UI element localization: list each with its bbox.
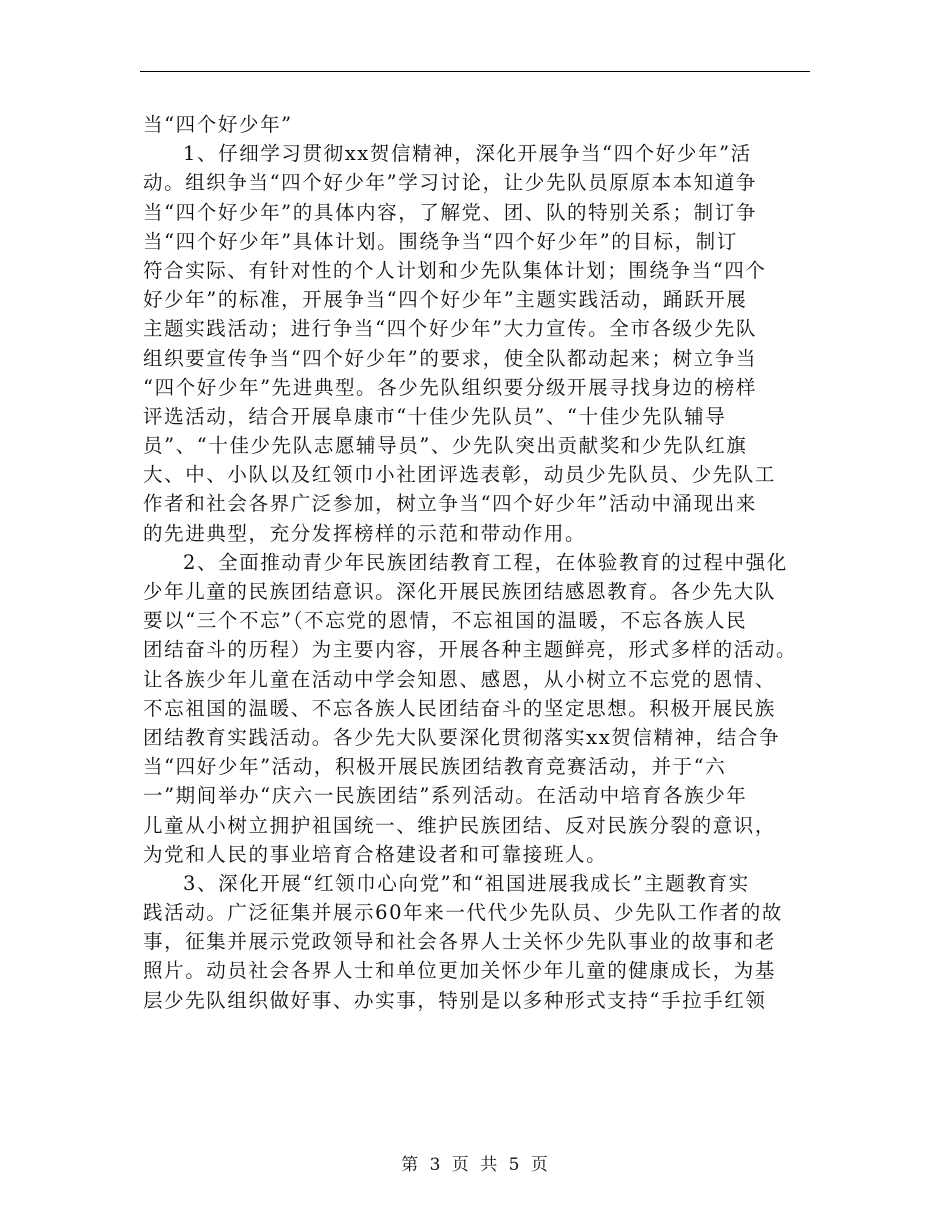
- text-line: 的先进典型，充分发挥榜样的示范和带动作用。: [143, 521, 587, 545]
- text-line: 当“四个好少年”具体计划。围绕争当“四个好少年”的目标，制订: [143, 229, 738, 253]
- text-line: 好少年”的标准，开展争当“四个好少年”主题实践活动，踊跃开展: [143, 288, 748, 312]
- text-line: 当“四个好少年”的具体内容，了解党、团、队的特别关系；制订争: [143, 200, 757, 224]
- paragraph-first-line: 2、全面推动青少年民族团结教育工程，在体验教育的过程中强化: [183, 550, 788, 574]
- text-line: 主题实践活动；进行争当“四个好少年”大力宣传。全市各级少先队: [143, 317, 757, 341]
- text-line: “四个好少年”先进典型。各少先队组织要分级开展寻找身边的榜样: [143, 375, 757, 399]
- text-line: 照片。动员社会各界人士和单位更加关怀少年儿童的健康成长，为基: [143, 959, 777, 983]
- text-line: 一”期间举办“庆六一民族团结”系列活动。在活动中培育各族少年: [143, 784, 748, 808]
- paragraph-first-line: 3、深化开展“红领巾心向党”和“祖国进展我成长”主题教育实: [183, 871, 750, 895]
- text-line: 少年儿童的民族团结意识。深化开展民族团结感恩教育。各少先大队: [143, 580, 777, 603]
- text-line: 践活动。广泛征集并展示60年来一代代少先队员、少先队工作者的故: [143, 901, 783, 925]
- text-line: 符合实际、有针对性的个人计划和少先队集体计划；围绕争当“四个: [143, 258, 767, 282]
- text-line: 让各族少年儿童在活动中学会知恩、感恩，从小树立不忘党的恩情、: [143, 667, 777, 691]
- paragraph-first-line: 1、仔细学习贯彻xx贺信精神，深化开展争当“四个好少年”活: [183, 142, 752, 166]
- text-line: 不忘祖国的温暖、不忘各族人民团结奋斗的坚定思想。积极开展民族: [143, 696, 777, 720]
- text-line: 团结教育实践活动。各少先大队要深化贯彻落实xx贺信精神，结合争: [143, 725, 781, 749]
- text-line: 团结奋斗的历程）为主要内容，开展各种主题鲜亮，形式多样的活动。: [143, 638, 798, 662]
- text-line: 评选活动，结合开展阜康市“十佳少先队员”、“十佳少先队辅导: [143, 404, 727, 428]
- text-line: 组织要宣传争当“四个好少年”的要求，使全队都动起来；树立争当: [143, 346, 757, 370]
- text-line: 事，征集并展示党政领导和社会各界人士关怀少先队事业的故事和老: [143, 930, 777, 954]
- text-line: 作者和社会各界广泛参加，树立争当“四个好少年”活动中涌现出来: [143, 492, 757, 516]
- text-line: 大、中、小队以及红领巾小社团评选表彰，动员少先队员、少先队工: [143, 463, 777, 487]
- text-line: 层少先队组织做好事、办实事，特别是以多种形式支持“手拉手红领: [143, 988, 767, 1012]
- text-line: 为党和人民的事业培育合格建设者和可靠接班人。: [143, 842, 608, 866]
- text-line: 当“四个好少年”: [143, 113, 293, 136]
- text-line: 员”、“十佳少先队志愿辅导员”、少先队突出贡献奖和少先队红旗: [143, 434, 748, 458]
- document-body: [143, 110, 811, 1015]
- text-line: 要以“三个不忘”（不忘党的恩情，不忘祖国的温暖，不忘各族人民: [143, 609, 748, 633]
- header-rule: [140, 71, 810, 72]
- text-line: 动。组织争当“四个好少年”学习讨论，让少先队员原原本本知道争: [143, 171, 757, 195]
- page-footer: 第 3 页 共 5 页: [401, 1155, 549, 1175]
- text-line: 儿童从小树立拥护祖国统一、维护民族团结、反对民族分裂的意识，: [143, 813, 777, 837]
- text-line: 当“四好少年”活动，积极开展民族团结教育竞赛活动，并于“六: [143, 755, 727, 779]
